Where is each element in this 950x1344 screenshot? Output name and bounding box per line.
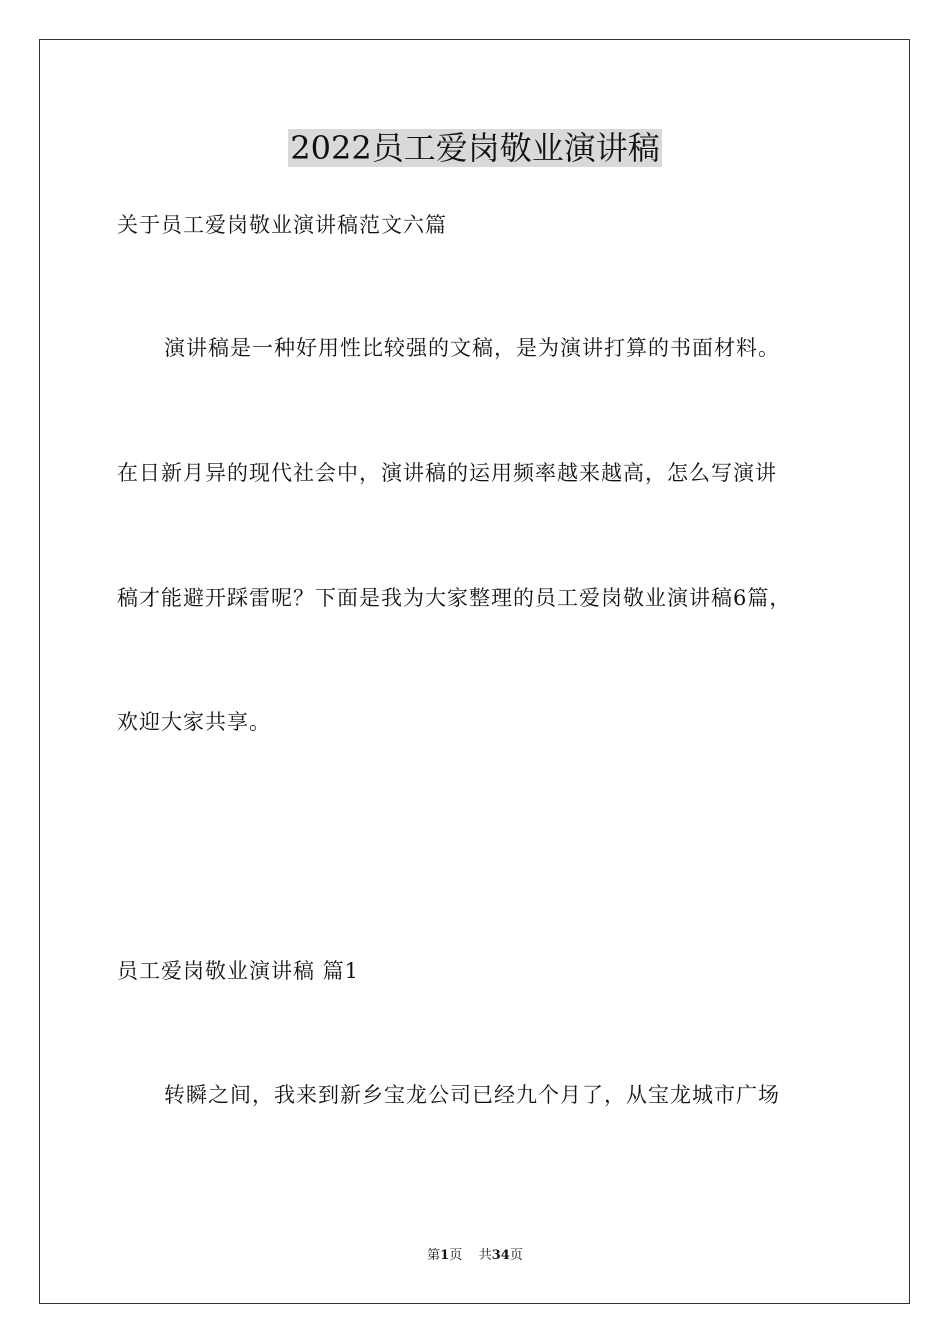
section-heading: 员工爱岗敬业演讲稿 篇1 — [117, 959, 360, 983]
page-prefix: 第 — [427, 1248, 441, 1263]
total-pages: 34 — [491, 1248, 510, 1263]
total-suffix: 页 — [509, 1248, 523, 1263]
paragraph-line: 欢迎大家共享。 — [117, 710, 271, 734]
page-number: 1 — [440, 1248, 450, 1263]
paragraph-line: 稿才能避开踩雷呢？下面是我为大家整理的员工爱岗敬业演讲稿6篇， — [117, 586, 792, 610]
document-title-text: 2022员工爱岗敬业演讲稿 — [290, 129, 660, 167]
paragraph-line: 演讲稿是一种好用性比较强的文稿，是为演讲打算的书面材料。 — [164, 336, 780, 360]
paragraph-line: 转瞬之间，我来到新乡宝龙公司已经九个月了，从宝龙城市广场 — [164, 1083, 780, 1107]
document-title — [0, 126, 950, 170]
total-prefix: 共 — [478, 1248, 492, 1263]
page-footer — [0, 1247, 950, 1265]
paragraph-line: 在日新月异的现代社会中，演讲稿的运用频率越来越高，怎么写演讲 — [117, 461, 777, 485]
document-subtitle: 关于员工爱岗敬业演讲稿范文六篇 — [117, 213, 447, 237]
page-suffix: 页 — [449, 1248, 463, 1263]
